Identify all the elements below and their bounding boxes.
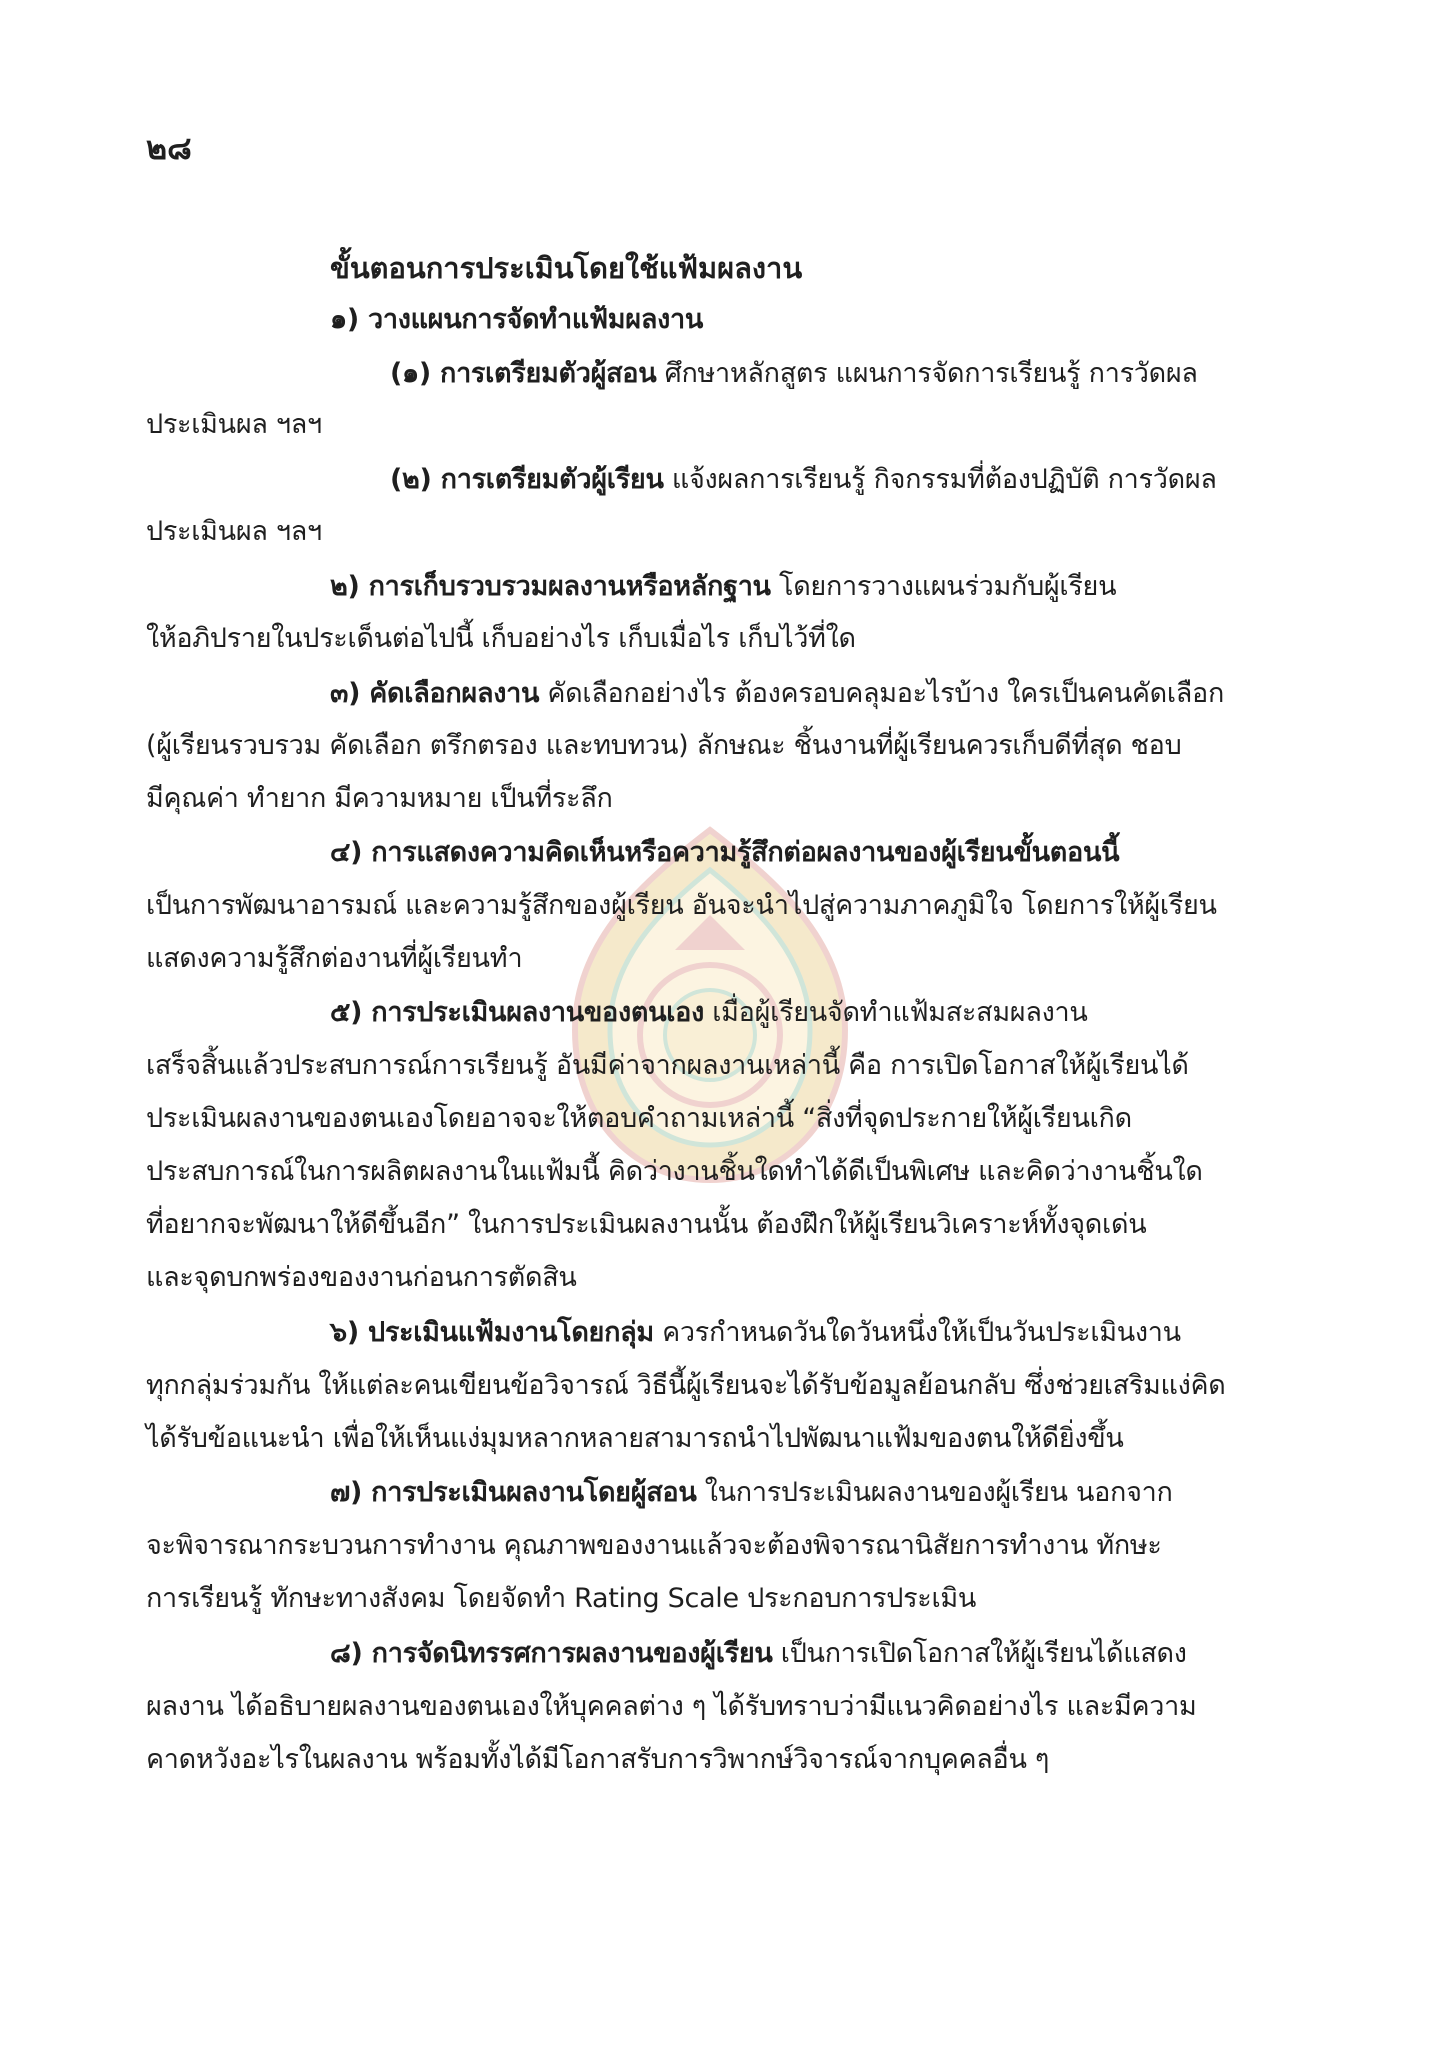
step-5-cont-3: ประสบการณ์ในการผลิตผลงานในแฟ้มนี้ คิดว่างานชิ้นใดทำได้ดีเป็นพิเศษ และคิดว่างานชิ้นใด: [146, 1156, 1203, 1187]
step-3-cont-1: (ผู้เรียนรวบรวม คัดเลือก ตรึกตรอง และทบทวน) ลักษณะ ชิ้นงานที่ผู้เรียนควรเก็บดีที่สุด ชอบ: [146, 730, 1182, 761]
step-6-cont-2: ได้รับข้อแนะนำ เพื่อให้เห็นแง่มุมหลากหลายสามารถนำไปพัฒนาแฟ้มของตนให้ดียิ่งขึ้น: [146, 1423, 1124, 1454]
step-4-cont-2: แสดงความรู้สึกต่องานที่ผู้เรียนทำ: [146, 943, 523, 974]
page-number: ๒๘: [146, 129, 192, 167]
section-heading: ขั้นตอนการประเมินโดยใช้แฟ้มผลงาน: [330, 251, 803, 285]
step-4-cont-1: เป็นการพัฒนาอารมณ์ และความรู้สึกของผู้เรียน อันจะนำไปสู่ความภาคภูมิใจ โดยการให้ผู้เรียน: [146, 890, 1217, 921]
step-8-text: เป็นการเปิดโอกาสให้ผู้เรียนได้แสดง: [772, 1638, 1187, 1669]
step-5-cont-2: ประเมินผลงานของตนเองโดยอาจจะให้ตอบคำถามเหล่านี้ “สิ่งที่จุดประกายให้ผู้เรียนเกิด: [146, 1103, 1132, 1134]
step-3: [330, 672, 1224, 716]
step-6-text: ควรกำหนดวันใดวันหนึ่งให้เป็นวันประเมินงาน: [653, 1317, 1181, 1348]
step-1-2-cont: ประเมินผล ฯลฯ: [146, 516, 322, 547]
step-5-cont-4: ที่อยากจะพัฒนาให้ดีขึ้นอีก” ในการประเมินผลงานนั้น ต้องฝึกให้ผู้เรียนวิเคราะห์ทั้งจุดเด่น: [146, 1209, 1147, 1240]
step-7-text: ในการประเมินผลงานของผู้เรียน นอกจาก: [696, 1477, 1173, 1508]
step-5-cont-5: และจุดบกพร่องของงานก่อนการตัดสิน: [146, 1262, 577, 1293]
step-8-label: ๘) การจัดนิทรรศการผลงานของผู้เรียน: [330, 1638, 773, 1669]
step-5-label: ๕) การประเมินผลงานของตนเอง: [330, 997, 704, 1028]
step-4-label: ๔) การแสดงความคิดเห็นหรือความรู้สึกต่อผลงานของผู้เรียนขั้นตอนนี้: [330, 837, 1120, 868]
step-7-label: ๗) การประเมินผลงานโดยผู้สอน: [330, 1477, 697, 1508]
step-6: [330, 1311, 1181, 1355]
step-3-text: คัดเลือกอย่างไร ต้องครอบคลุมอะไรบ้าง ใครเป็นคนคัดเลือก: [539, 678, 1225, 709]
step-7-cont-2: การเรียนรู้ ทักษะทางสังคม โดยจัดทำ Rating Scale ประกอบการประเมิน: [146, 1583, 977, 1614]
step-1-1-text: ศึกษาหลักสูตร แผนการจัดการเรียนรู้ การวัดผล: [656, 358, 1198, 389]
step-7: [330, 1471, 1173, 1515]
step-8-cont-2: คาดหวังอะไรในผลงาน พร้อมทั้งได้มีโอกาสรับการวิพากษ์วิจารณ์จากบุคคลอื่น ๆ: [146, 1744, 1050, 1775]
step-6-label: ๖) ประเมินแฟ้มงานโดยกลุ่ม: [330, 1317, 654, 1348]
step-5-cont-1: เสร็จสิ้นแล้วประสบการณ์การเรียนรู้ อันมีค่าจากผลงานเหล่านี้ คือ การเปิดโอกาสให้ผู้เรียนได้: [146, 1050, 1189, 1081]
step-2-cont: ให้อภิปรายในประเด็นต่อไปนี้ เก็บอย่างไร เก็บเมื่อไร เก็บไว้ที่ใด: [146, 623, 856, 654]
step-7-cont-1: จะพิจารณากระบวนการทำงาน คุณภาพของงานแล้วจะต้องพิจารณานิสัยการทำงาน ทักษะ: [146, 1530, 1162, 1561]
step-1-1: [390, 352, 1198, 396]
step-5: [330, 991, 1087, 1035]
step-6-cont-1: ทุกกลุ่มร่วมกัน ให้แต่ละคนเขียนข้อวิจารณ์ วิธีนี้ผู้เรียนจะได้รับข้อมูลย้อนกลับ ซึ่งช่วยเสริมแง่คิด: [146, 1370, 1226, 1401]
step-2: [330, 565, 1116, 609]
step-8-cont-1: ผลงาน ได้อธิบายผลงานของตนเองให้บุคคลต่าง ๆ ได้รับทราบว่ามีแนวคิดอย่างไร และมีความ: [146, 1691, 1197, 1722]
step-2-text: โดยการวางแผนร่วมกับผู้เรียน: [770, 571, 1117, 602]
step-1-2-label: (๒) การเตรียมตัวผู้เรียน: [390, 464, 664, 495]
step-8: [330, 1632, 1187, 1676]
step-1-2-text: แจ้งผลการเรียนรู้ กิจกรรมที่ต้องปฏิบัติ การวัดผล: [663, 464, 1217, 495]
step-3-label: ๓) คัดเลือกผลงาน: [330, 678, 540, 709]
step-1-1-label: (๑) การเตรียมตัวผู้สอน: [390, 358, 657, 389]
step-2-label: ๒) การเก็บรวบรวมผลงานหรือหลักฐาน: [330, 571, 771, 602]
step-1-1-cont: ประเมินผล ฯลฯ: [146, 409, 322, 440]
step-1-2: [390, 458, 1217, 502]
step-1-title: ๑) วางแผนการจัดทำแฟ้มผลงาน: [330, 304, 703, 335]
step-5-text: เมื่อผู้เรียนจัดทำแฟ้มสะสมผลงาน: [703, 997, 1088, 1028]
step-3-cont-2: มีคุณค่า ทำยาก มีความหมาย เป็นที่ระลึก: [146, 783, 613, 814]
